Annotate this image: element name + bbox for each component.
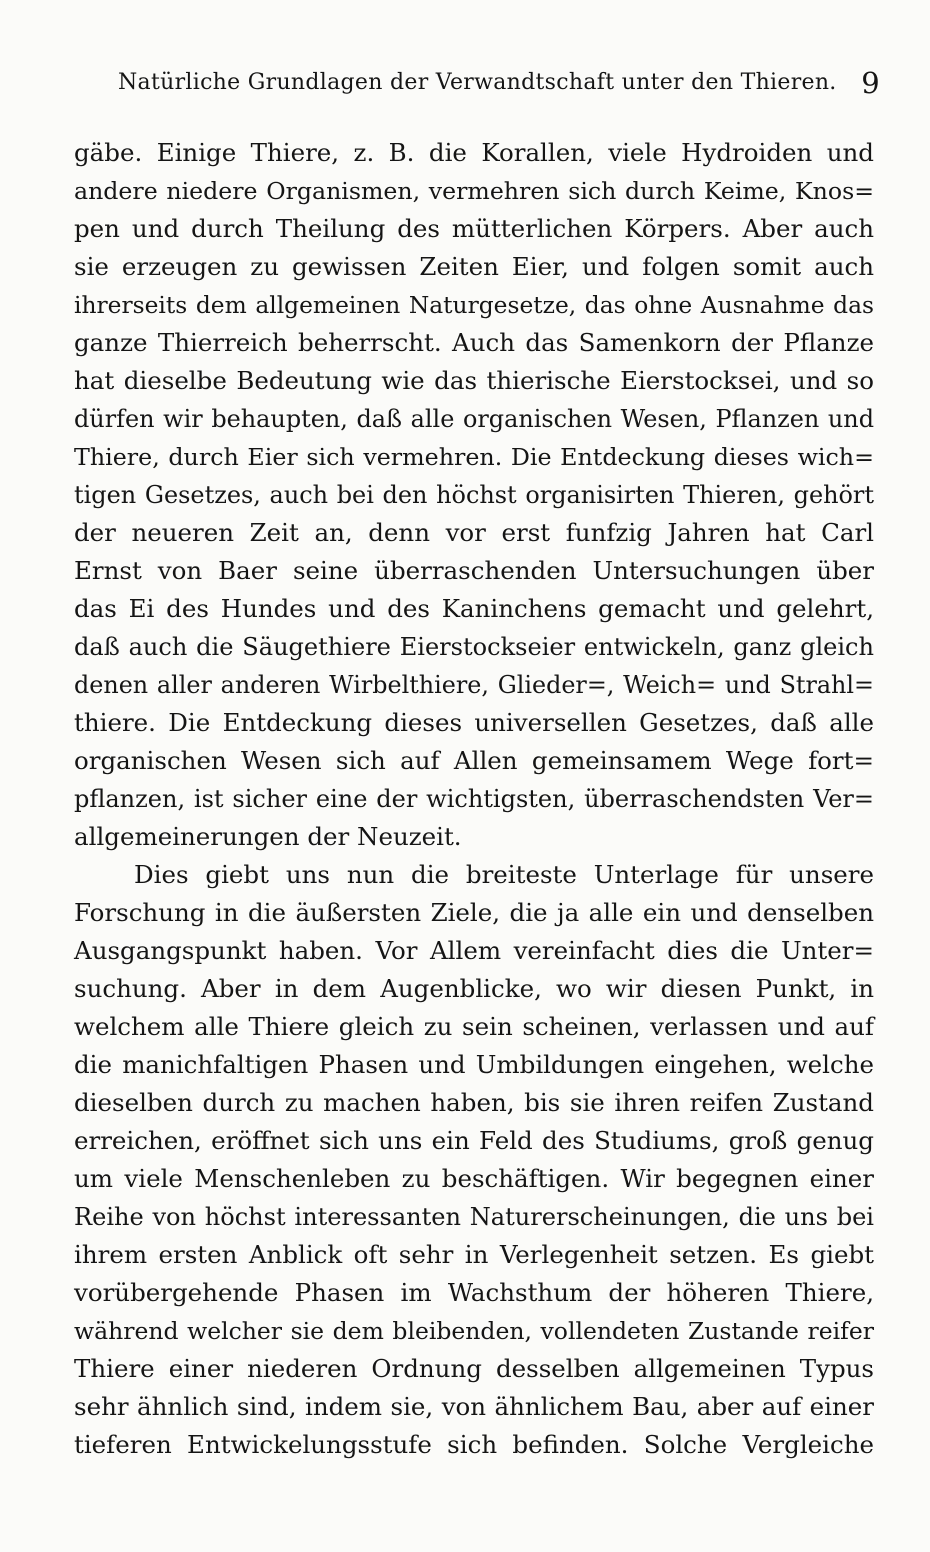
- text-line: pen und durch Theilung des mütterlichen Körpers. Aber auch: [74, 214, 874, 243]
- running-title: Natürliche Grundlagen der Verwandtschaft unter den Thieren.: [118, 70, 837, 95]
- text-line: ihrem ersten Anblick oft sehr in Verlegenheit setzen. Es giebt: [74, 1240, 874, 1269]
- text-line: gäbe. Einige Thiere, z. B. die Korallen, viele Hydroiden und: [74, 138, 874, 167]
- text-line: daß auch die Säugethiere Eierstockseier entwickeln, ganz gleich: [74, 633, 874, 661]
- body-text: [74, 134, 874, 1464]
- text-line: Dies giebt uns nun die breiteste Unterlage für unsere: [134, 860, 874, 889]
- text-line: der neueren Zeit an, denn vor erst funfzig Jahren hat Carl: [74, 518, 874, 547]
- text-line: denen aller anderen Wirbelthiere, Glieder=, Weich= und Strahl=: [74, 671, 874, 699]
- text-line: während welcher sie dem bleibenden, vollendeten Zustande reifer: [74, 1317, 874, 1345]
- text-line: Ausgangspunkt haben. Vor Allem vereinfacht dies die Unter=: [74, 936, 874, 965]
- text-line: tigen Gesetzes, auch bei den höchst organisirten Thieren, gehört: [74, 481, 874, 509]
- text-line: erreichen, eröffnet sich uns ein Feld des Studiums, groß genug: [74, 1126, 874, 1155]
- text-line: Ernst von Baer seine überraschenden Untersuchungen über: [74, 556, 874, 585]
- text-line: sie erzeugen zu gewissen Zeiten Eier, und folgen somit auch: [74, 252, 874, 281]
- text-line: suchung. Aber in dem Augenblicke, wo wir diesen Punkt, in: [74, 974, 874, 1003]
- text-line: ganze Thierreich beherrscht. Auch das Samenkorn der Pflanze: [74, 328, 874, 357]
- text-line: die manichfaltigen Phasen und Umbildungen eingehen, welche: [74, 1050, 874, 1079]
- text-line: hat dieselbe Bedeutung wie das thierische Eierstocksei, und so: [74, 366, 874, 395]
- text-line: pflanzen, ist sicher eine der wichtigsten, überraschendsten Ver=: [74, 785, 874, 813]
- text-line: tieferen Entwickelungsstufe sich befinden. Solche Vergleiche: [74, 1430, 874, 1459]
- text-line: dürfen wir behaupten, daß alle organischen Wesen, Pflanzen und: [74, 405, 874, 433]
- text-line: andere niedere Organismen, vermehren sich durch Keime, Knos=: [74, 177, 874, 205]
- text-line: organischen Wesen sich auf Allen gemeinsamem Wege fort=: [74, 746, 874, 775]
- text-line: das Ei des Hundes und des Kaninchens gemacht und gelehrt,: [74, 594, 874, 623]
- text-line: sehr ähnlich sind, indem sie, von ähnlichem Bau, aber auf einer: [74, 1392, 874, 1421]
- page-number: 9: [861, 66, 880, 100]
- paragraph-1: [74, 134, 874, 856]
- text-line: Thiere einer niederen Ordnung desselben allgemeinen Typus: [74, 1354, 874, 1383]
- paragraph-2: [74, 856, 874, 1464]
- text-line: allgemeinerungen der Neuzeit.: [74, 822, 462, 851]
- text-line: thiere. Die Entdeckung dieses universellen Gesetzes, daß alle: [74, 708, 874, 737]
- text-line: um viele Menschenleben zu beschäftigen. Wir begegnen einer: [74, 1164, 874, 1193]
- text-line: ihrerseits dem allgemeinen Naturgesetze, das ohne Ausnahme das: [74, 291, 874, 319]
- text-line: dieselben durch zu machen haben, bis sie ihren reifen Zustand: [74, 1088, 874, 1117]
- text-line: Forschung in die äußersten Ziele, die ja alle ein und denselben: [74, 898, 874, 927]
- text-line: vorübergehende Phasen im Wachsthum der höheren Thiere,: [74, 1278, 874, 1307]
- text-line: Thiere, durch Eier sich vermehren. Die Entdeckung dieses wich=: [74, 443, 874, 471]
- text-line: Reihe von höchst interessanten Naturerscheinungen, die uns bei: [74, 1203, 874, 1231]
- running-header: [118, 66, 880, 106]
- text-line: welchem alle Thiere gleich zu sein scheinen, verlassen und auf: [74, 1012, 874, 1041]
